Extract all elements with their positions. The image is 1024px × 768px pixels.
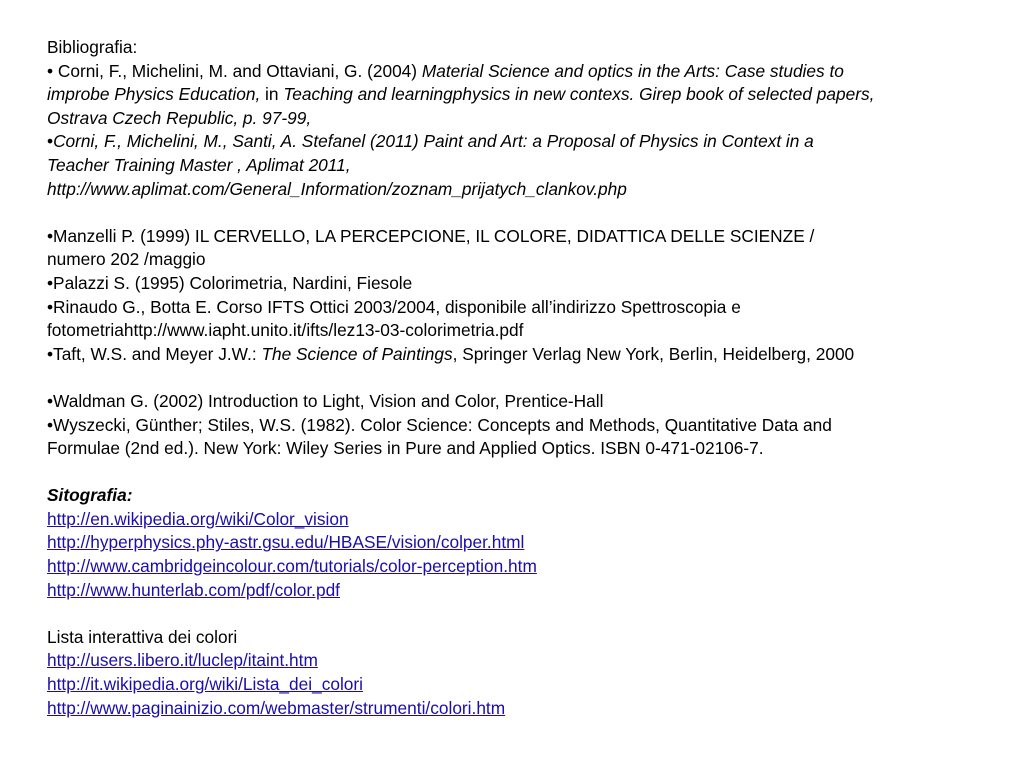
- bibliography-entry-wyszecki: [47, 414, 1007, 461]
- spacer: [47, 602, 1007, 626]
- entry-line: •Rinaudo G., Botta E. Corso IFTS Ottici 2003/2004, disponibile all’indirizzo Spettroscopia e: [47, 296, 741, 317]
- entry-italic-text: The Science of Paintings: [261, 343, 453, 364]
- bibliography-entry-palazzi: •Palazzi S. (1995) Colorimetria, Nardini, Fiesole: [47, 272, 413, 293]
- entry-line: [47, 60, 1007, 84]
- entry-text: • Corni, F., Michelini, M. and Ottaviani, G. (2004): [47, 60, 422, 81]
- entry-italic-text: Ostrava Czech Republic, p. 97-99,: [47, 107, 312, 128]
- entry-line: [47, 154, 1007, 178]
- bullet: •: [47, 131, 54, 152]
- bibliography-entry-rinaudo: [47, 296, 1007, 343]
- entry-italic-text: Teaching and learningphysics in new contexs. Girep book of selected papers,: [283, 84, 875, 105]
- lista-link-wikipedia[interactable]: http://it.wikipedia.org/wiki/Lista_dei_colori: [47, 674, 364, 695]
- lista-title: Lista interattiva dei colori: [47, 626, 238, 647]
- spacer: [47, 461, 1007, 485]
- slide-body: [47, 36, 1007, 720]
- entry-text: , Springer Verlag New York, Berlin, Heidelberg, 2000: [452, 343, 855, 364]
- entry-line: •Manzelli P. (1999) IL CERVELLO, LA PERCEPCIONE, IL COLORE, DIDATTICA DELLE SCIENZE /: [47, 225, 815, 246]
- entry-italic-text: Teacher Training Master , Aplimat 2011,: [47, 154, 351, 175]
- entry-text: •Taft, W.S. and Meyer J.W.:: [47, 343, 262, 364]
- entry-italic-text: Material Science and optics in the Arts: Case studies to: [421, 60, 844, 81]
- entry-text: in: [260, 84, 284, 105]
- entry-italic-text: http://www.aplimat.com/General_Information/zoznam_prijatych_clankov.php: [47, 178, 627, 199]
- entry-italic-text: improbe Physics Education,: [47, 84, 261, 105]
- bibliography-entry-taft: [47, 343, 1007, 367]
- sitografia-link-cambridgeincolour[interactable]: http://www.cambridgeincolour.com/tutorials/color-perception.htm: [47, 556, 537, 577]
- spacer: [47, 201, 1007, 225]
- bibliography-entry-waldman: •Waldman G. (2002) Introduction to Light, Vision and Color, Prentice-Hall: [47, 390, 604, 411]
- lista-link-libero[interactable]: http://users.libero.it/luclep/itaint.htm: [47, 650, 318, 671]
- entry-line: [47, 178, 1007, 202]
- bibliography-entry-manzelli: [47, 225, 1007, 272]
- sitografia-link-hunterlab[interactable]: http://www.hunterlab.com/pdf/color.pdf: [47, 579, 340, 600]
- sitografia-title: Sitografia:: [47, 485, 133, 506]
- entry-line: [47, 83, 1007, 107]
- entry-line: •Wyszecki, Günther; Stiles, W.S. (1982). Color Science: Concepts and Methods, Quantitative Data and: [47, 414, 832, 435]
- entry-italic-text: Corni, F., Michelini, M., Santi, A. Stefanel (2011) Paint and Art: a Proposal of Physics in Context in a: [53, 131, 814, 152]
- entry-line: Formulae (2nd ed.). New York: Wiley Series in Pure and Applied Optics. ISBN 0-471-02106-7.: [47, 438, 764, 459]
- sitografia-link-color-vision[interactable]: http://en.wikipedia.org/wiki/Color_vision: [47, 508, 349, 529]
- entry-line: fotometriahttp://www.iapht.unito.it/ifts/lez13-03-colorimetria.pdf: [47, 320, 524, 341]
- spacer: [47, 366, 1007, 390]
- lista-link-paginainizio[interactable]: http://www.paginainizio.com/webmaster/strumenti/colori.htm: [47, 697, 506, 718]
- bibliography-title: Bibliografia:: [47, 37, 138, 57]
- bibliography-entry-corni-2011: [47, 130, 1007, 201]
- sitografia-link-hyperphysics[interactable]: http://hyperphysics.phy-astr.gsu.edu/HBASE/vision/colper.html: [47, 532, 525, 553]
- entry-line: numero 202 /maggio: [47, 249, 206, 270]
- entry-line: [47, 107, 1007, 131]
- entry-line: [47, 130, 1007, 154]
- bibliography-entry-corni-2004: [47, 60, 1007, 131]
